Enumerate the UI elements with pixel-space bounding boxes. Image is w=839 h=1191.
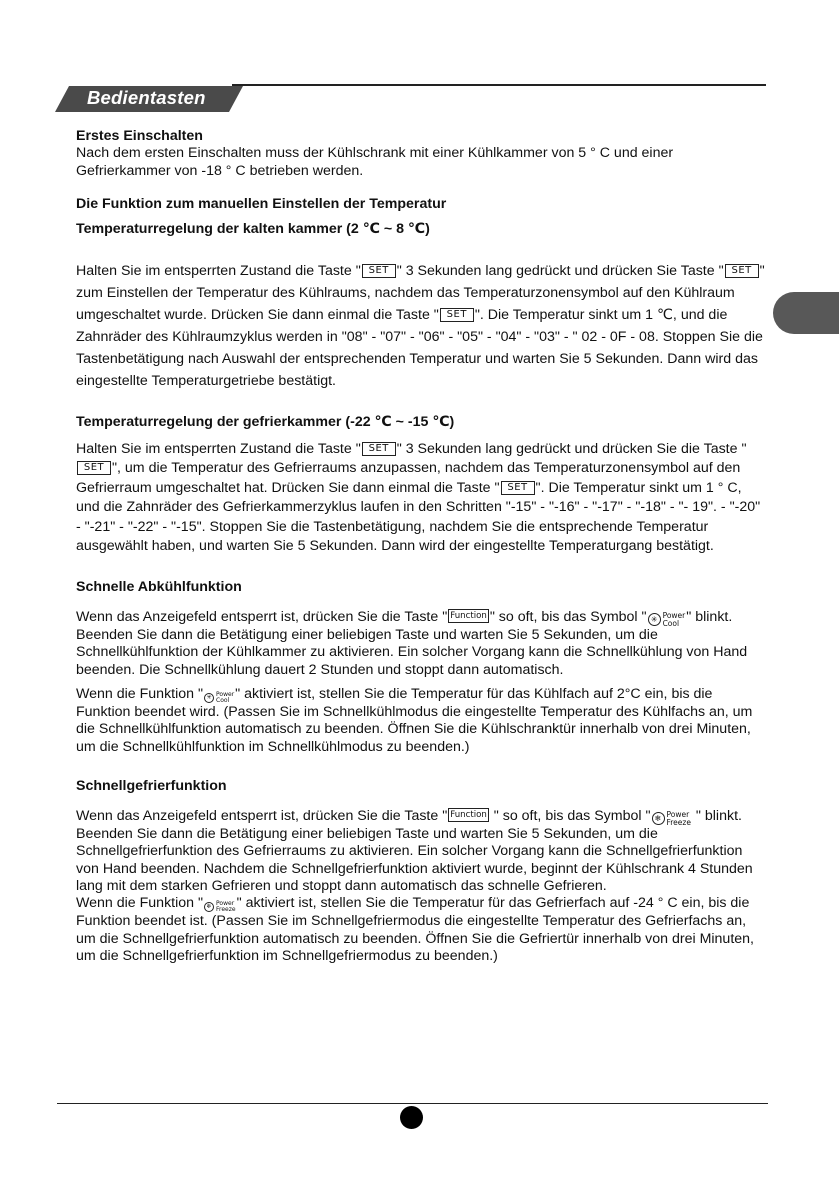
set-key-icon: SET: [725, 264, 759, 278]
paragraph-quick-freeze: [76, 808, 766, 895]
section-title-tab: [55, 86, 243, 112]
text-segment: " aktiviert ist, stellen Sie die Temperatur für das Kühlfach auf 2°C ein, bis die Funktion beendet wird. (Passen Sie im Schnellkühlmodus die eingestellte Temperatur des Kühlfachs an, um die Schnellkühlfunktion automatisch zu beenden. Öffnen Sie die Kühlschranktür innerhalb von drei Minuten, um die Schnellkühlfunktion im Schnellkühlmodus zu beenden.): [76, 685, 753, 755]
power-freeze-icon: [204, 901, 236, 913]
power-cool-label-1: Power: [216, 690, 235, 698]
text-segment: " blinkt. Beenden Sie dann die Betätigung einer beliebigen Taste und warten Sie 5 Sekunden, um die Schnellgefrierfunktion des Gefrierraums zu aktivieren. Ein solcher Vorgang kann die Schnellgefrierfunktion von Hand beenden. Nachdem die Schnellgefrierfunktion aktiviert wurde, beginnt der Kühlschrank 4 Stunden lang mit dem starken Gefrieren und stoppt dann automatisch das schnelle Gefrieren.: [76, 808, 753, 895]
heading-cold-chamber: Temperaturregelung der kalten kammer (2 ℃ ~ 8 ℃): [76, 221, 430, 238]
text-segment: " zum Einstellen der Temperatur des Kühlraums, nachdem das Temperaturzonensymbol auf den Kühlraum umgeschaltet wurde. Drücken Sie dann einmal die Taste ": [76, 263, 765, 324]
page-marker: [400, 1106, 423, 1129]
power-freeze-icon: [652, 811, 691, 826]
heading-quick-freeze: Schnellgefrierfunktion: [76, 777, 227, 794]
chapter-side-tab: [773, 292, 839, 334]
power-cool-glyph: ✳: [204, 693, 214, 703]
set-key-icon: SET: [362, 264, 396, 278]
set-key-icon: SET: [362, 442, 396, 456]
text-segment: " blinkt. Beenden Sie dann die Betätigung einer beliebigen Taste und warten Sie 5 Sekunden, um die Schnellkühlfunktion der Kühlkammer zu aktivieren. Ein solcher Vorgang kann die Schnellkühlung von Hand beenden. Die Schnellkühlung dauert 2 Stunden und stoppt dann automatisch.: [76, 609, 748, 678]
text-segment: Wenn die Funktion ": [76, 895, 204, 912]
power-cool-label-2: Cool: [662, 618, 680, 628]
set-key-icon: SET: [440, 308, 474, 322]
power-cool-label-1: Power: [662, 611, 686, 621]
power-freeze-label-1: Power: [216, 900, 235, 908]
page-title: Bedientasten: [87, 87, 206, 108]
paragraph-quick-freeze-active: [76, 895, 766, 965]
text-segment: Halten Sie im entsperrten Zustand die Taste ": [76, 440, 361, 457]
text-segment: " so oft, bis das Symbol ": [489, 609, 647, 626]
text-segment: Wenn die Funktion ": [76, 685, 204, 702]
paragraph-cold-chamber: [76, 260, 766, 392]
paragraph-quick-cool: [76, 609, 766, 679]
power-cool-icon: [648, 612, 686, 627]
footer-rule: [57, 1103, 768, 1104]
power-freeze-label-2: Freeze: [666, 817, 691, 827]
document-body: [76, 128, 766, 965]
paragraph-erstes-einschalten: Nach dem ersten Einschalten muss der Kühlschrank mit einer Kühlkammer von 5 ° C und einer Gefrierkammer von -18 ° C betrieben werden.: [76, 145, 674, 179]
header-rule: [232, 84, 766, 86]
text-segment: Wenn das Anzeigefeld entsperrt ist, drücken Sie die Taste ": [76, 808, 448, 825]
power-cool-icon: [204, 692, 234, 704]
power-cool-label-2: Cool: [216, 696, 230, 704]
set-key-icon: SET: [501, 481, 535, 495]
function-key-icon: Function: [450, 810, 487, 821]
power-freeze-glyph: ❄: [204, 902, 214, 912]
power-cool-glyph: ✳: [648, 613, 661, 626]
heading-manual-temperature: Die Funktion zum manuellen Einstellen der Temperatur: [76, 195, 447, 212]
power-freeze-glyph: ❄: [652, 812, 665, 825]
text-segment: Wenn das Anzeigefeld entsperrt ist, drücken Sie die Taste ": [76, 609, 448, 626]
heading-erstes-einschalten: Erstes Einschalten: [76, 128, 203, 144]
text-segment: ", um die Temperatur des Gefrierraums anzupassen, nachdem das Temperaturzonensymbol auf den Gefrierraum umgeschaltet hat. Drücken Sie dann einmal die Taste ": [76, 460, 741, 496]
text-segment: " 3 Sekunden lang gedrückt und drücken Sie Taste ": [396, 263, 724, 280]
function-key-icon: Function: [450, 611, 487, 622]
text-segment: ". Die Temperatur sinkt um 1 ℃, und die Zahnräder des Kühlraumzyklus werden in "08" - "07" - "06" - "05" - "04" - "03" - " 02 - 0F - 08. Stoppen Sie die Tastenbetätigung nach Auswahl der entsprechenden Temperatur und warten Sie 5 Sekunden. Dann wird das eingestellte Temperaturgetriebe bestätigt.: [76, 307, 763, 390]
power-freeze-label-1: Power: [666, 810, 690, 820]
text-segment: " aktiviert ist, stellen Sie die Temperatur für das Gefrierfach auf -24 ° C ein, bis die Funktion beendet ist. (Passen Sie im Schnellgefriermodus die eingestellte Temperatur des Gefrierfachs an, um die Schnellgefrierfunktion automatisch zu beenden. Öffnen Sie die Gefriertür innerhalb von drei Minuten, um die Schnellgefrierfunktion im Schnellgefriermodus zu beenden.): [76, 895, 754, 964]
heading-freezer-chamber: Temperaturregelung der gefrierkammer (-22 ℃ ~ -15 ℃): [76, 414, 455, 431]
paragraph-quick-cool-active: [76, 686, 766, 756]
heading-quick-cool: Schnelle Abkühlfunktion: [76, 578, 242, 595]
text-segment: " so oft, bis das Symbol ": [489, 808, 651, 825]
set-key-icon: SET: [77, 461, 111, 475]
text-segment: " 3 Sekunden lang gedrückt und drücken Sie die Taste ": [396, 440, 747, 457]
text-segment: Halten Sie im entsperrten Zustand die Taste ": [76, 263, 361, 280]
text-segment: ". Die Temperatur sinkt um 1 ° C, und die Zahnräder des Gefrierkammerzyklus laufen in den Schritten "-15" - "-16" - "-17" - "-18" - "- 19". - "-20" - "-21" - "-22" - "-15". Stoppen Sie die Tastenbetätigung, nachdem Sie die entsprechende Temperatur ausgewählt haben, und warten Sie 5 Sekunden. Dann wird der eingestellte Temperaturgang bestätigt.: [76, 479, 761, 555]
power-freeze-label-2: Freeze: [216, 906, 236, 914]
paragraph-freezer-chamber: [76, 440, 766, 557]
